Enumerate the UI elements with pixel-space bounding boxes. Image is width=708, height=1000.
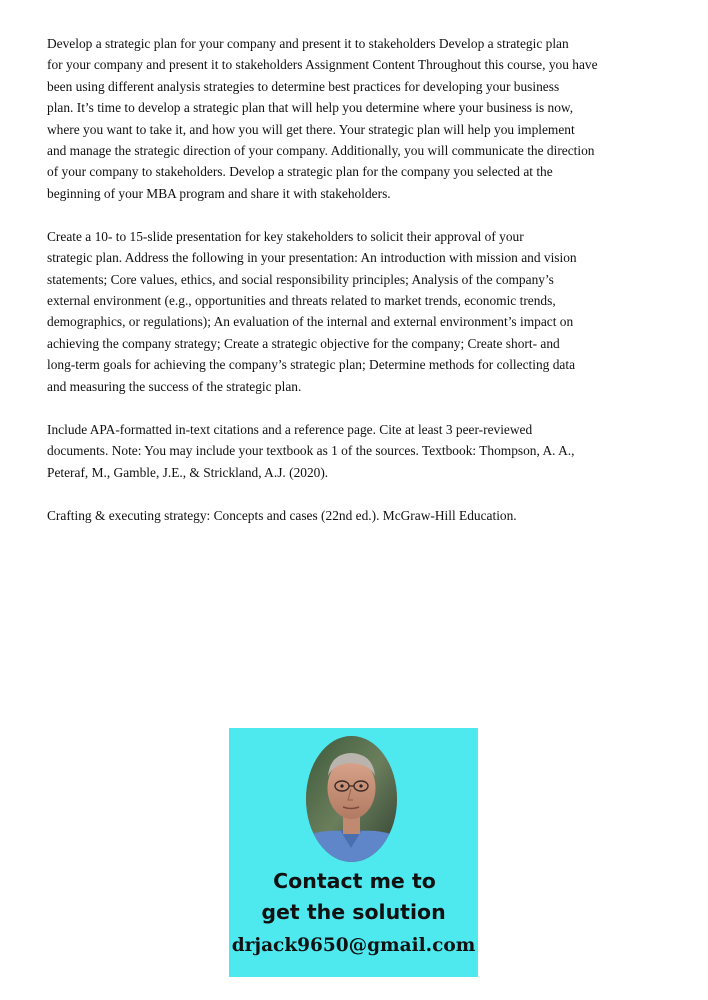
contact-email: drjack9650@gmail.com: [231, 935, 476, 956]
text-line: beginning of your MBA program and share it with stakeholders.: [47, 185, 391, 201]
text-line: achieving the company strategy; Create a strategic objective for the company; Create short- and: [47, 335, 560, 351]
text-line: and measuring the success of the strategic plan.: [47, 378, 302, 394]
person-portrait-icon: [306, 736, 397, 862]
text-line: documents. Note: You may include your textbook as 1 of the sources. Textbook: Thompson, A. A.,: [47, 443, 575, 459]
text-line: long-term goals for achieving the company’s strategic plan; Determine methods for collecting data: [47, 357, 576, 373]
text-line: Develop a strategic plan for your company and present it to stakeholders Develop a strategic plan: [47, 36, 569, 51]
text-line: statements; Core values, ethics, and social responsibility principles; Analysis of the company’s: [47, 271, 554, 287]
contact-heading-line1: Contact me to: [273, 869, 436, 893]
text-line: been using different analysis strategies to determine best practices for developing your business: [47, 78, 560, 94]
text-line: and manage the strategic direction of your company. Additionally, you will communicate the direction: [47, 143, 595, 159]
contact-photo: [306, 736, 397, 862]
document-body: [47, 33, 647, 548]
text-line: Crafting & executing strategy: Concepts and cases (22nd ed.). McGraw-Hill Education.: [47, 507, 517, 523]
contact-advertisement: [229, 728, 478, 977]
paragraph-citations: [47, 419, 647, 483]
paragraph-intro: [47, 33, 647, 204]
text-line: external environment (e.g., opportunities and threats related to market trends, economic trends,: [47, 293, 556, 309]
text-line: of your company to stakeholders. Develop a strategic plan for the company you selected at the: [47, 164, 553, 180]
paragraph-textbook: [47, 505, 647, 526]
text-line: for your company and present it to stakeholders Assignment Content Throughout this course, you have: [47, 57, 598, 73]
text-line: strategic plan. Address the following in your presentation: An introduction with mission and vision: [47, 250, 577, 266]
contact-heading-line2: get the solution: [261, 900, 446, 924]
text-line: where you want to take it, and how you will get there. Your strategic plan will help you implement: [47, 121, 575, 137]
text-line: Include APA-formatted in-text citations and a reference page. Cite at least 3 peer-reviewed: [47, 421, 533, 437]
text-line: Peteraf, M., Gamble, J.E., & Strickland, A.J. (2020).: [47, 464, 329, 480]
text-line: Create a 10- to 15-slide presentation for key stakeholders to solicit their approval of your: [47, 228, 524, 244]
text-line: plan. It’s time to develop a strategic plan that will help you determine where your business is now,: [47, 100, 574, 116]
text-line: demographics, or regulations); An evaluation of the internal and external environment’s impact on: [47, 314, 574, 330]
paragraph-presentation: [47, 226, 647, 397]
